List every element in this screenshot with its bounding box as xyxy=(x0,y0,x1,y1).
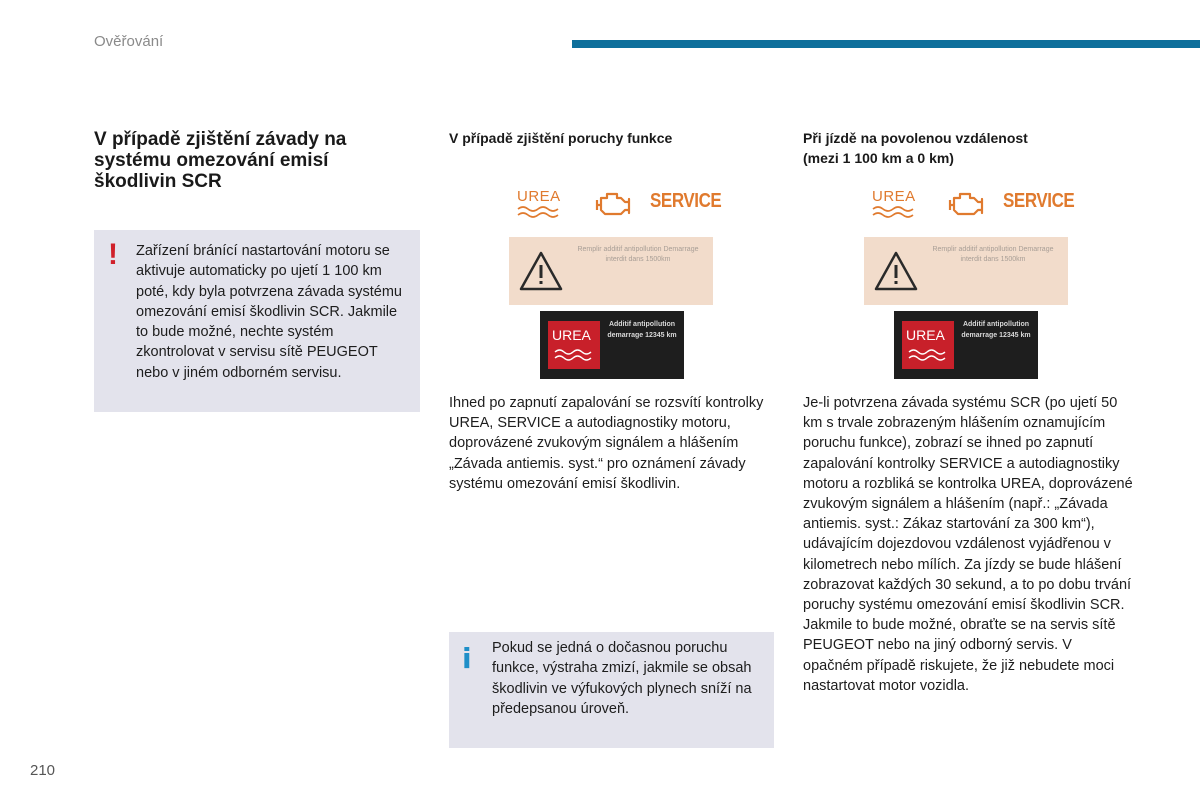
right-heading xyxy=(803,128,1133,168)
middle-body-text: Ihned po zapnutí zapalování se rozsvítí kontrolky UREA, SERVICE a autodiagnostiky motoru, doprovázené zvukovým signálem a hlášením „Závada antiemis. syst.“ pro oznámení závady systému omezování emisí škodlivin. xyxy=(449,395,764,492)
page-number: 210 xyxy=(30,762,56,779)
middle-indicator-row xyxy=(517,186,722,226)
right-indicator-row xyxy=(872,186,1075,226)
middle-heading: V případě zjištění poruchy funkce xyxy=(449,130,673,146)
info-icon: i xyxy=(462,642,472,675)
panel-message: Remplir additif antipollution Demarrage interdit dans 1500km xyxy=(577,246,699,263)
accent-bar xyxy=(572,40,1200,48)
urea-red-icon: UREA xyxy=(902,321,954,369)
engine-check-icon xyxy=(946,190,986,220)
exclamation-icon: ! xyxy=(108,238,118,271)
section-title: Ověřování xyxy=(94,33,164,50)
info-box xyxy=(449,632,774,748)
dark-panel-message: Additif antipollution demarrage 12345 km xyxy=(607,321,677,339)
service-indicator: SERVICE xyxy=(650,190,722,212)
dark-panel-message: Additif antipollution demarrage 12345 km xyxy=(961,321,1031,339)
warning-triangle-icon xyxy=(872,249,920,293)
right-warning-panel xyxy=(864,237,1068,305)
engine-check-icon xyxy=(593,190,633,220)
middle-warning-panel xyxy=(509,237,713,305)
panel-message: Remplir additif antipollution Demarrage interdit dans 1500km xyxy=(932,246,1054,263)
right-dark-panel xyxy=(894,311,1038,379)
right-body-text: Je-li potvrzena závada systému SCR (po ujetí 50 km s trvale zobrazeným hlášením oznamujícím poruchu funkce), zobrazí se ihned po zapnutí zapalování kontrolky SERVICE a autodiagnostiky motoru a rozbliká se kontrolka UREA, doprovázené zvukovým signálem a hlášením (např.: „Závada antiemis. syst.: Zákaz startování za 300 km“), udávajícím dojezdovou vzdálenost vyjádřenou v kilometrech nebo mílích. Za jízdy se bude hlášení zobrazovat každých 30 sekund, a to po dobu trvání poruchy systému omezování emisí škodlivin SCR. Jakmile to bude možné, obraťte se na servis sítě PEUGEOT nebo na jiný odborný servis. V opačném případě riskujete, že již nebudete moci nastartovat motor vozidla. xyxy=(803,395,1133,694)
warning-text: Zařízení bránící nastartování motoru se aktivuje automaticky po ujetí 1 100 km poté, kdy byla potvrzena závada systému omezování emisí škodlivin SCR. Jakmile to bude možné, nechte systém zkontrolovat v servisu sítě PEUGEOT nebo v jiném odborném servisu. xyxy=(136,243,402,381)
right-heading-line2: (mezi 1 100 km a 0 km) xyxy=(803,150,954,166)
warning-triangle-icon xyxy=(517,249,565,293)
main-heading: V případě zjištění závady na systému omezování emisí škodlivin SCR xyxy=(94,129,347,192)
info-text: Pokud se jedná o dočasnou poruchu funkce, výstraha zmizí, jakmile se obsah škodlivin ve výfukových plynech sníží na předepsanou úroveň. xyxy=(492,640,752,717)
right-heading-line1: Při jízdě na povolenou vzdálenost xyxy=(803,130,1028,146)
urea-indicator-icon: UREA xyxy=(872,186,920,220)
service-indicator: SERVICE xyxy=(1003,190,1075,212)
warning-box xyxy=(94,230,420,412)
middle-dark-panel xyxy=(540,311,684,379)
urea-red-icon: UREA xyxy=(548,321,600,369)
urea-indicator-icon: UREA xyxy=(517,186,565,220)
